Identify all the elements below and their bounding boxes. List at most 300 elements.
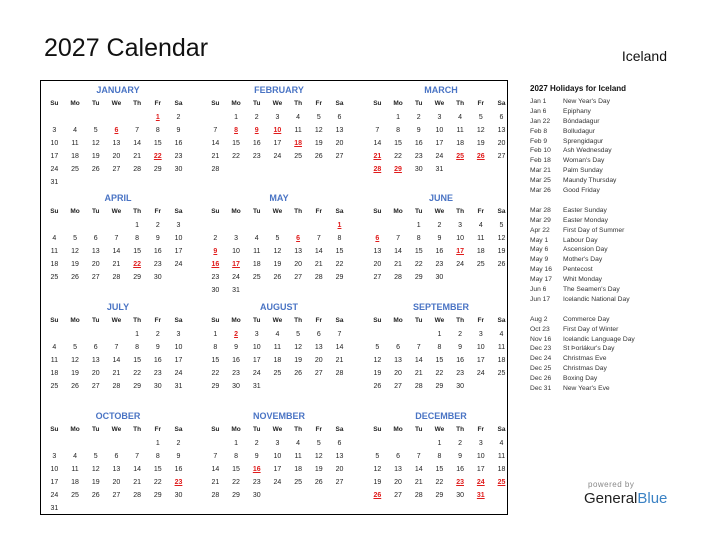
day-cell: 14	[373, 140, 382, 147]
weekday-header: We	[434, 100, 445, 107]
empty-cell	[408, 328, 429, 341]
month-title: JANUARY	[96, 85, 140, 95]
day-cell: 12	[71, 248, 79, 255]
empty-cell	[246, 219, 267, 232]
day-cell: 10	[50, 466, 59, 473]
holiday-day-cell: 6	[296, 235, 301, 242]
weekday-header: Mo	[393, 208, 403, 215]
day-cell: 30	[252, 492, 261, 499]
weekday-header: Th	[294, 426, 303, 433]
weekday-header: Mo	[393, 317, 403, 324]
day-cell: 4	[296, 114, 301, 121]
day-cell: 12	[373, 357, 382, 364]
day-cell: 13	[394, 466, 402, 473]
holiday-day-cell: 16	[252, 466, 261, 473]
day-cell: 11	[50, 248, 58, 255]
day-cell: 20	[294, 261, 302, 268]
holiday-name: Ash Wednesday	[563, 147, 612, 155]
day-cell: 26	[273, 274, 282, 281]
weekday-header: Tu	[414, 100, 423, 107]
holiday-date: Nov 16	[530, 335, 552, 343]
day-cell: 24	[456, 261, 464, 268]
day-cell: 27	[373, 274, 382, 281]
day-cell: 18	[50, 370, 59, 377]
empty-cell	[85, 219, 106, 232]
day-cell: 24	[232, 274, 240, 281]
holiday-date: Mar 25	[530, 177, 551, 185]
day-cell: 15	[414, 248, 423, 255]
weekday-header: Th	[294, 100, 303, 107]
day-cell: 24	[174, 261, 183, 268]
weekday-header: Th	[133, 100, 142, 107]
empty-cell	[367, 111, 388, 124]
day-cell: 18	[71, 479, 79, 486]
day-cell: 13	[91, 248, 100, 255]
holiday-name: Icelandic National Day	[563, 295, 630, 303]
holiday-date: Jun 17	[530, 295, 551, 303]
day-cell: 1	[437, 440, 442, 447]
weekday-header: Sa	[497, 208, 506, 215]
holiday-day-cell: 23	[456, 479, 464, 486]
empty-cell	[106, 111, 127, 124]
day-cell: 14	[133, 140, 141, 147]
holiday-row	[530, 325, 710, 335]
day-cell: 13	[497, 127, 506, 134]
weekday-header: Fr	[154, 317, 162, 324]
weekday-header: Su	[211, 317, 220, 324]
holiday-row	[530, 384, 710, 394]
day-cell: 25	[294, 153, 302, 160]
day-cell: 14	[414, 466, 423, 473]
day-cell: 4	[73, 453, 77, 460]
day-cell: 13	[314, 344, 323, 351]
day-cell: 1	[234, 440, 238, 447]
holiday-row	[530, 206, 710, 216]
holiday-name: First Day of Summer	[563, 226, 625, 234]
weekday-header: Sa	[174, 100, 183, 107]
day-cell: 1	[234, 114, 238, 121]
day-cell: 8	[213, 344, 218, 351]
day-cell: 29	[133, 274, 141, 281]
month-days-grid	[44, 314, 193, 393]
day-cell: 29	[153, 492, 162, 499]
holiday-row	[530, 107, 710, 117]
empty-cell	[388, 437, 409, 450]
day-cell: 16	[232, 357, 240, 364]
day-cell: 24	[50, 166, 59, 173]
weekday-header: Th	[456, 100, 465, 107]
month-days-grid	[205, 423, 354, 502]
day-cell: 27	[497, 153, 506, 160]
empty-cell	[267, 219, 288, 232]
day-cell: 20	[314, 357, 323, 364]
holiday-row	[530, 344, 710, 354]
holiday-name: Woman's Day	[563, 157, 605, 165]
month-days-grid	[44, 97, 193, 189]
day-cell: 11	[273, 344, 282, 351]
holiday-row	[530, 285, 710, 295]
weekday-header: Tu	[252, 100, 261, 107]
weekday-header: Mo	[70, 317, 80, 324]
day-cell: 2	[176, 440, 181, 447]
day-cell: 18	[294, 466, 302, 473]
day-cell: 27	[112, 166, 121, 173]
day-cell: 19	[314, 140, 323, 147]
day-cell: 2	[155, 222, 160, 229]
weekday-header: Su	[373, 317, 382, 324]
day-cell: 20	[91, 261, 100, 268]
day-cell: 25	[497, 370, 506, 377]
day-cell: 20	[91, 370, 100, 377]
day-cell: 28	[394, 274, 402, 281]
day-cell: 17	[273, 466, 282, 473]
day-cell: 14	[211, 466, 220, 473]
holiday-name: Ascension Day	[563, 246, 608, 254]
day-cell: 10	[50, 140, 59, 147]
day-cell: 14	[112, 357, 121, 364]
day-cell: 20	[394, 479, 402, 486]
day-cell: 30	[153, 383, 162, 390]
holiday-row	[530, 176, 710, 186]
day-cell: 16	[435, 248, 444, 255]
holiday-date: May 16	[530, 266, 552, 274]
day-cell: 28	[314, 274, 323, 281]
day-cell: 9	[155, 344, 160, 351]
day-cell: 24	[50, 492, 59, 499]
day-cell: 4	[73, 127, 77, 134]
month-november	[204, 409, 354, 502]
day-cell: 10	[174, 235, 183, 242]
weekday-header: We	[434, 208, 445, 215]
day-cell: 2	[254, 114, 259, 121]
holiday-day-cell: 16	[211, 261, 220, 268]
holiday-day-cell: 8	[234, 127, 238, 134]
empty-cell	[408, 437, 429, 450]
day-cell: 16	[174, 140, 183, 147]
day-cell: 30	[456, 492, 464, 499]
day-cell: 30	[174, 492, 183, 499]
day-cell: 15	[232, 140, 240, 147]
day-cell: 31	[435, 166, 444, 173]
month-may	[204, 191, 354, 297]
day-cell: 15	[153, 140, 162, 147]
day-cell: 11	[456, 127, 464, 134]
holiday-row	[530, 275, 710, 285]
day-cell: 24	[252, 370, 261, 377]
holiday-name: Bóndadagur	[563, 117, 600, 125]
day-cell: 19	[476, 140, 485, 147]
day-cell: 14	[394, 248, 402, 255]
month-days-grid	[205, 314, 354, 393]
day-cell: 2	[458, 440, 463, 447]
holiday-day-cell: 28	[373, 166, 382, 173]
day-cell: 21	[211, 153, 220, 160]
weekday-header: We	[111, 426, 122, 433]
empty-cell	[65, 111, 86, 124]
day-cell: 6	[396, 344, 400, 351]
day-cell: 11	[497, 344, 506, 351]
day-cell: 15	[394, 140, 402, 147]
day-cell: 11	[294, 453, 302, 460]
day-cell: 29	[335, 274, 344, 281]
weekday-header: We	[272, 208, 283, 215]
day-cell: 12	[294, 344, 302, 351]
holiday-name: Epiphany	[563, 107, 591, 115]
day-cell: 5	[375, 344, 380, 351]
day-cell: 21	[112, 261, 121, 268]
day-cell: 25	[273, 370, 282, 377]
weekday-header: Fr	[154, 426, 162, 433]
day-cell: 4	[478, 222, 483, 229]
day-cell: 10	[435, 127, 444, 134]
weekday-header: Sa	[335, 317, 344, 324]
day-cell: 11	[50, 357, 58, 364]
empty-cell	[44, 219, 65, 232]
holiday-date: Jun 6	[530, 286, 547, 294]
day-cell: 21	[414, 370, 423, 377]
day-cell: 7	[114, 344, 119, 351]
day-cell: 26	[294, 370, 302, 377]
day-cell: 16	[414, 140, 423, 147]
month-february	[204, 83, 354, 176]
weekday-header: Su	[373, 426, 382, 433]
month-title: FEBRUARY	[254, 85, 304, 95]
weekday-header: We	[111, 208, 122, 215]
weekday-header: Mo	[231, 208, 241, 215]
weekday-header: Tu	[91, 100, 100, 107]
day-cell: 16	[456, 357, 464, 364]
holiday-day-cell: 23	[174, 479, 183, 486]
weekday-header: Tu	[91, 317, 100, 324]
day-cell: 8	[234, 453, 238, 460]
holiday-day-cell: 1	[155, 114, 160, 121]
weekday-header: Th	[294, 317, 303, 324]
day-cell: 2	[155, 331, 160, 338]
weekday-header: Sa	[497, 100, 506, 107]
day-cell: 8	[437, 344, 442, 351]
day-cell: 27	[112, 492, 121, 499]
holiday-day-cell: 22	[153, 153, 162, 160]
month-title: MAY	[269, 193, 289, 203]
holiday-date: Mar 28	[530, 206, 551, 214]
day-cell: 19	[314, 466, 323, 473]
weekday-header: Mo	[393, 100, 403, 107]
day-cell: 3	[437, 114, 442, 121]
day-cell: 24	[476, 370, 485, 377]
weekday-header: Th	[456, 426, 465, 433]
weekday-header: Su	[50, 317, 59, 324]
holiday-date: Jan 22	[530, 117, 551, 125]
holiday-row	[530, 97, 710, 107]
weekday-header: Mo	[70, 100, 80, 107]
weekday-header: Sa	[174, 208, 183, 215]
holiday-group	[530, 206, 710, 305]
holiday-group	[530, 97, 710, 196]
weekday-header: Th	[456, 208, 465, 215]
weekday-header: Sa	[497, 317, 506, 324]
day-cell: 12	[373, 466, 382, 473]
day-cell: 28	[112, 274, 121, 281]
day-cell: 21	[112, 370, 121, 377]
holiday-name: Icelandic Language Day	[563, 335, 635, 343]
weekday-header: Su	[211, 100, 220, 107]
empty-cell	[308, 219, 329, 232]
holiday-row	[530, 216, 710, 226]
day-cell: 18	[456, 140, 464, 147]
weekday-header: Mo	[231, 317, 241, 324]
day-cell: 26	[497, 261, 506, 268]
weekday-header: Mo	[70, 426, 80, 433]
day-cell: 2	[458, 331, 463, 338]
day-cell: 2	[416, 114, 421, 121]
day-cell: 22	[133, 370, 141, 377]
day-cell: 5	[478, 114, 483, 121]
month-august	[204, 300, 354, 393]
month-days-grid	[367, 97, 516, 176]
day-cell: 19	[373, 479, 382, 486]
weekday-header: We	[434, 426, 445, 433]
day-cell: 31	[232, 287, 240, 294]
day-cell: 25	[50, 274, 59, 281]
month-days-grid	[44, 423, 193, 515]
empty-cell	[367, 219, 388, 232]
day-cell: 12	[476, 127, 485, 134]
month-days-grid	[367, 205, 516, 284]
day-cell: 17	[50, 479, 59, 486]
day-cell: 17	[435, 140, 444, 147]
weekday-header: Sa	[335, 426, 344, 433]
holiday-date: Feb 10	[530, 147, 551, 155]
holiday-row	[530, 137, 710, 147]
generalblue-logo[interactable]	[584, 490, 667, 507]
day-cell: 23	[252, 479, 261, 486]
day-cell: 6	[93, 235, 98, 242]
day-cell: 3	[275, 440, 280, 447]
month-april	[43, 191, 193, 284]
day-cell: 12	[314, 453, 323, 460]
holiday-date: Aug 2	[530, 315, 548, 323]
month-january	[43, 83, 193, 189]
day-cell: 12	[497, 235, 506, 242]
day-cell: 15	[211, 357, 220, 364]
holiday-day-cell: 31	[476, 492, 485, 499]
day-cell: 30	[232, 383, 240, 390]
month-title: AUGUST	[260, 302, 298, 312]
month-march	[366, 83, 516, 176]
day-cell: 29	[133, 383, 141, 390]
day-cell: 20	[112, 479, 121, 486]
holiday-date: Dec 31	[530, 385, 552, 393]
day-cell: 9	[458, 453, 463, 460]
day-cell: 19	[497, 248, 506, 255]
day-cell: 24	[435, 153, 444, 160]
day-cell: 7	[396, 235, 400, 242]
day-cell: 13	[373, 248, 382, 255]
holiday-name: Sprengidagur	[563, 137, 604, 145]
day-cell: 18	[273, 357, 282, 364]
day-cell: 28	[133, 492, 141, 499]
day-cell: 5	[73, 235, 77, 242]
day-cell: 9	[176, 453, 181, 460]
day-cell: 1	[416, 222, 421, 229]
day-cell: 13	[294, 248, 302, 255]
day-cell: 30	[456, 383, 464, 390]
holiday-day-cell: 10	[273, 127, 282, 134]
holiday-date: Mar 21	[530, 167, 551, 175]
day-cell: 31	[50, 505, 59, 512]
holiday-row	[530, 226, 710, 236]
day-cell: 4	[254, 235, 259, 242]
month-title: MARCH	[424, 85, 458, 95]
day-cell: 19	[71, 370, 79, 377]
holiday-row	[530, 156, 710, 166]
holiday-name: Commerce Day	[563, 315, 610, 323]
weekday-header: Su	[211, 426, 220, 433]
day-cell: 8	[416, 235, 421, 242]
day-cell: 10	[476, 344, 485, 351]
day-cell: 2	[437, 222, 442, 229]
holiday-day-cell: 6	[375, 235, 380, 242]
holiday-name: Bolludagur	[563, 127, 595, 135]
day-cell: 5	[73, 344, 77, 351]
day-cell: 14	[211, 140, 220, 147]
weekday-header: Th	[456, 317, 465, 324]
month-june	[366, 191, 516, 284]
holiday-date: May 17	[530, 276, 552, 284]
day-cell: 16	[174, 466, 183, 473]
day-cell: 24	[174, 370, 183, 377]
holiday-name: Easter Sunday	[563, 206, 607, 214]
day-cell: 16	[456, 466, 464, 473]
weekday-header: Mo	[231, 100, 241, 107]
holiday-day-cell: 26	[373, 492, 382, 499]
day-cell: 25	[294, 479, 302, 486]
day-cell: 26	[91, 492, 100, 499]
day-cell: 23	[456, 370, 464, 377]
empty-cell	[65, 437, 86, 450]
day-cell: 15	[435, 466, 444, 473]
day-cell: 6	[337, 440, 342, 447]
day-cell: 6	[337, 114, 342, 121]
day-cell: 26	[91, 166, 100, 173]
day-cell: 27	[335, 153, 344, 160]
day-cell: 3	[458, 222, 463, 229]
day-cell: 16	[153, 357, 162, 364]
day-cell: 27	[335, 479, 344, 486]
day-cell: 13	[394, 357, 402, 364]
day-cell: 5	[93, 127, 98, 134]
holiday-row	[530, 186, 710, 196]
month-title: OCTOBER	[95, 411, 141, 421]
weekday-header: We	[434, 317, 445, 324]
day-cell: 21	[314, 261, 323, 268]
day-cell: 27	[394, 492, 402, 499]
day-cell: 2	[213, 235, 218, 242]
weekday-header: Fr	[477, 317, 485, 324]
day-cell: 8	[135, 235, 140, 242]
day-cell: 3	[176, 331, 181, 338]
holiday-group	[530, 315, 710, 394]
holiday-day-cell: 6	[114, 127, 119, 134]
day-cell: 11	[294, 127, 302, 134]
day-cell: 13	[335, 127, 344, 134]
powered-by-label: powered by	[588, 480, 635, 489]
day-cell: 10	[174, 344, 183, 351]
month-days-grid	[44, 205, 193, 284]
day-cell: 8	[155, 127, 160, 134]
month-title: APRIL	[104, 193, 132, 203]
weekday-header: Fr	[315, 208, 323, 215]
